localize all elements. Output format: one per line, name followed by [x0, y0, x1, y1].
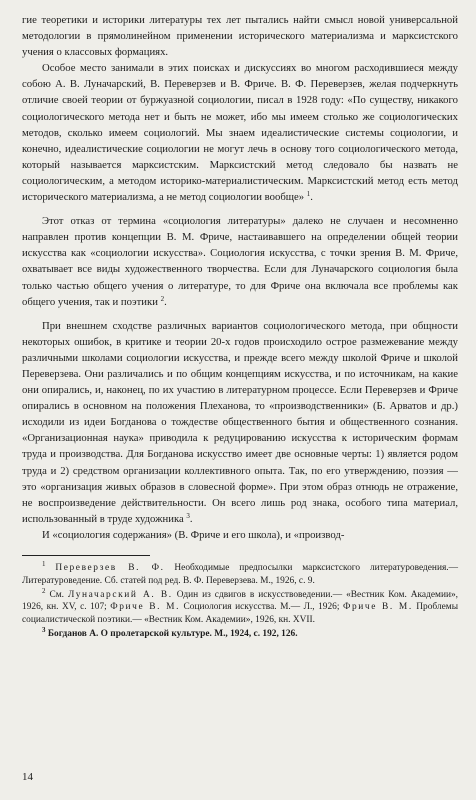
footnote-divider	[22, 555, 150, 556]
body-paragraph: И «социология содержания» (В. Фриче и его школа), и «производ-	[42, 528, 345, 541]
footnote-text: О пролетарской культуре. М., 1924, с. 192, 126.	[100, 628, 298, 639]
body-paragraph: При внешнем сходстве различных вариантов социологического метода, при общности некоторых ошибок, в критике и теории 20-х годов происходило острое размежевание между различными школами социологии искусства, и прежде всего между школой Фриче и школой Переверзева. Они различались и по общим концепциям искусства, и по источникам, на какие они опирались, и, наконец, по их участию в литературном процессе. Если Переверзев и Фриче опирались в основном на положения Плеханова, то «производственники» (Б. Арватов и др.) исходили из идеи Богданова о тождестве общественного бытия и общественного сознания. «Организационная наука» приводила к редуцированию искусства к историческим формам труда и производства. Для Богданова искусство имеет две основные черты: 1) является родом труда и 2) средством организации коллективного опыта. Так, по его утверждению, поэзия — это «организация живых образов в словесной форме». При этом образ отнюдь не отражение, не воспроизведение действительности. Он всего лишь род знака, особого типа материал, использованный в труде художника $^3$.	[22, 319, 458, 525]
footnote-number: 2	[42, 586, 46, 595]
body-paragraph: Особое место занимали в этих поисках и дискуссиях во многом расходившиеся между собою А. В. Луначарский, В. Переверзев и В. Фриче. В. Ф. Переверзев, желая подчеркнуть отличие своей теории от буржуазной социологии, писал в 1928 году: «По существу, никакого социологического метода нет и быть не может, ибо мы имеем столько же социологических методов, сколько имеем социологий. Мы знаем идеалистические системы социологии, и конечно, идеалистические социологии не могут лечь в основу того социологического метода, который называется марксистским. Марксистский метод следовало бы назвать не социологическим, а методом историко-материалистическим. Марксистский метод есть метод исторического материализма, а не метод социологии вообще» $^1$.	[22, 62, 458, 204]
body-paragraph: гие теоретики и историки литературы тех лет пытались найти смысл новой универсальной методологии в прямолинейном применении исторического материализма и марксистского учения о классовых формациях.	[22, 14, 458, 59]
footnotes	[22, 562, 458, 641]
footnote	[22, 625, 458, 641]
footnote-mark: 3	[186, 511, 190, 520]
paragraph-text: Особое место занимали в этих поисках и дискуссиях во многом расходившиеся между собою А. В. Луначарский, В. Переверзев и В. Фриче. В. Ф. Переверзев, желая подчеркнуть отличие своей теории от буржуазной социологии, писал в 1928 году: «По существу, никакого социологического метода нет и быть не может, ибо мы имеем столько же социологических методов, сколько имеем социологий. Мы знаем идеалистические системы социологии, и конечно, идеалистические социологии не могут лечь в основу того социологического метода, который называется марксистским. Марксистский метод следовало бы назвать не социологическим, а методом историко-материалистическим. Марксистский метод есть метод исторического материализма, а не метод социологии вообще»	[22, 62, 458, 204]
footnote	[22, 586, 459, 627]
footnote-mark: 2	[160, 294, 165, 303]
footnote-text: Необходимые предпосылки марксистского литературоведения.— Литературоведение. Сб. статей под ред. В. Ф. Переверзева. М., 1926, с. 9.	[22, 563, 458, 586]
page-number: 14	[22, 771, 33, 783]
body-paragraph: Этот отказ от термина «социология литературы» далеко не случаен и несомненно направлен против концепции В. М. Фриче, настаивавшего на определении общей теории искусства как «социологии искусства». Социология искусства, с точки зрения В. М. Фриче, охватывает все виды художественного творчества. Если для Луначарского социология была только частью общего учения о литературе, то для Фриче она включала все проблемы как общего учения, так и поэтики $^2$.	[22, 215, 458, 308]
footnote-author: Богданов А.	[47, 628, 99, 639]
footnote-text: Социология искусства. М.— Л., 1926;	[183, 602, 340, 613]
footnote-text: Проблемы социалистической поэтики.— «Вестник Ком. Академии», 1926, кн. XVII.	[22, 602, 459, 626]
paragraph-text: При внешнем сходстве различных вариантов социологического метода, при общности некоторых ошибок, в критике и теории 20-х годов происходило острое размежевание между различными школами социологии искусства, и прежде всего между школой Фриче и школой Переверзева. Они различались и по общим концепциям искусства, и по источникам, на какие они опирались, и, наконец, по их участию в литературном процессе. Если Переверзев и Фриче опирались в основном на положения Плеханова, то «производственники» (Б. Арватов и др.) исходили из идеи Богданова о тождестве общественного бытия и общественного сознания. «Организационная наука» приводила к редуцированию искусства к историческим формам труда и производства. Для Богданова искусство имеет две основные черты: 1) является родом труда и 2) средством организации коллективного опыта. Так, по его утверждению, поэзия — это «организация живых образов в словесной форме». При этом образ отнюдь не отражение, не воспроизведение действительности. Он всего лишь род знака, особого типа материал, использованный в труде художника	[22, 319, 458, 525]
footnote-author: Фриче В. М.	[110, 602, 181, 613]
paragraph-text: Этот отказ от термина «социология литературы» далеко не случаен и несомненно направлен против концепции В. М. Фриче, настаивавшего на определении общей теории искусства как «социологии искусства». Социология искусства, с точки зрения В. М. Фриче, охватывает все виды художественного творчества. Если для Луначарского социология была только частью общего учения о литературе, то для Фриче она включала все проблемы как общего учения, так и поэтики	[22, 215, 458, 308]
footnote	[22, 562, 458, 588]
footnote-author: Фриче В. М.	[342, 602, 413, 613]
footnote-author: Переверзев В. Ф.	[55, 563, 165, 573]
footnote-number: 1	[42, 560, 46, 568]
footnote-mark: 1	[306, 190, 311, 199]
footnote-text: Один из сдвигов в искусствоведении.— «Вестник Ком. Академии», 1926, кн. XV, с. 107;	[22, 589, 459, 613]
footnote-prefix: См.	[49, 589, 64, 600]
footnote-number: 3	[42, 625, 46, 634]
footnote-author: Луначарский А. В.	[67, 589, 173, 600]
